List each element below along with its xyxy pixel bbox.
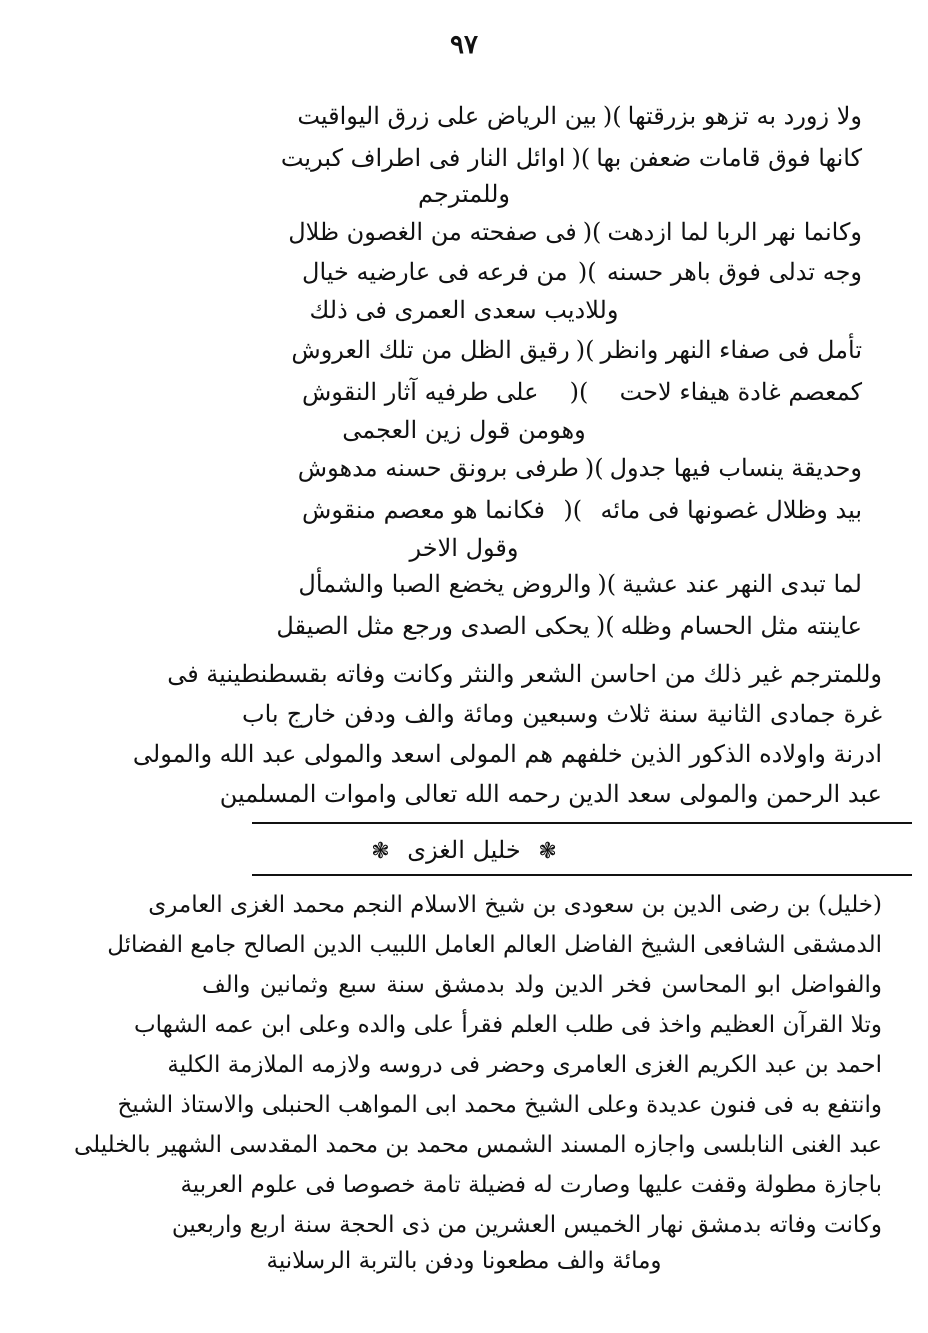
verse-hemistich-left: فكانما هو معصم منقوش	[302, 496, 546, 524]
prose-line: وللمترجم غير ذلك من احاسن الشعر والنثر وكانت وفاته بقسطنطينية فى	[167, 660, 882, 688]
prose-line: والفواضل ابو المحاسن فخر الدين ولد بدمشق سنة سبع وثمانين والف	[202, 972, 882, 998]
section-title: خليل الغزى	[407, 836, 521, 864]
verse-hemistich-left: اوائل النار فى اطراف كبريت	[280, 144, 566, 172]
verse-line	[297, 454, 862, 482]
verse-line	[280, 144, 862, 172]
verse-hemistich-right: ولا زورد به تزهو بزرقتها	[627, 102, 862, 130]
verse-hemistich-left: طرفى برونق حسنه مدهوش	[297, 454, 579, 482]
verse-hemistich-right: وجه تدلى فوق باهر حسنه	[606, 258, 862, 286]
verse-separator: )(	[584, 454, 604, 482]
verse-line	[302, 498, 862, 522]
flourish-ornament-icon: ❃	[538, 839, 557, 864]
verse-separator: )(	[575, 336, 595, 364]
prose-line: وكانت وفاته بدمشق نهار الخميس العشرين من ذى الحجة سنة اربع واربعين	[171, 1212, 882, 1238]
verse-hemistich-left: بين الرياض على زرق اليواقيت	[297, 102, 597, 130]
divider-rule	[252, 874, 912, 876]
verse-separator: )(	[602, 102, 622, 130]
section-heading: وللمترجم	[417, 180, 510, 208]
verse-hemistich-right: لما تبدى النهر عند عشية	[622, 570, 862, 598]
section-heading: وهومن قول زين العجمى	[342, 416, 586, 444]
prose-line: غرة جمادى الثانية سنة ثلاث وسبعين ومائة والف ودفن خارج باب	[242, 700, 883, 728]
prose-line: عبد الغنى النابلسى واجازه المسند الشمس محمد بن محمد المقدسى الشهير بالخليلى	[73, 1132, 882, 1158]
verse-hemistich-left: والروض يخضع الصبا والشمأل	[298, 570, 592, 598]
verse-hemistich-left: رقيق الظل من تلك العروش	[291, 336, 570, 364]
divider-rule	[252, 822, 912, 824]
verse-hemistich-right: بيد وظلال غصونها فى مائه	[600, 496, 862, 524]
verse-hemistich-left: من فرعه فى عارضيه خيال	[302, 258, 568, 286]
prose-line: عبد الرحمن والمولى سعد الدين رحمه الله تعالى واموات المسلمين	[219, 780, 882, 808]
verse-hemistich-right: وكانما نهر الربا لما ازدهت	[607, 218, 862, 246]
prose-line: وانتفع به فى فنون عديدة وعلى الشيخ محمد ابى المواهب الحنبلى والاستاذ الشيخ	[117, 1092, 882, 1118]
prose-line: باجازة مطولة وقفت عليها وصارت له فضيلة تامة خصوصا فى علوم العربية	[180, 1172, 882, 1198]
flourish-ornament-icon: ❃	[371, 839, 390, 864]
verse-line	[302, 260, 862, 284]
verse-separator: )(	[582, 218, 602, 246]
verse-hemistich-right: وحديقة ينساب فيها جدول	[609, 454, 862, 482]
verse-line	[302, 380, 862, 404]
verse-separator: )(	[597, 570, 617, 598]
prose-line: الدمشقى الشافعى الشيخ الفاضل العالم العامل اللبيب الدين الصالح جامع الفضائل	[107, 932, 882, 958]
verse-hemistich-right: تأمل فى صفاء النهر وانظر	[600, 336, 862, 364]
prose-line: ادرنة واولاده الذكور الذين خلفهم هم المولى اسعد والمولى عبد الله والمولى	[132, 740, 882, 768]
section-heading: وللاديب سعدى العمرى فى ذلك	[309, 296, 619, 324]
verse-separator: )(	[577, 258, 597, 286]
verse-line	[297, 102, 862, 130]
verse-separator: )(	[595, 612, 615, 640]
verse-line	[298, 570, 862, 598]
verse-hemistich-right: كانها فوق قامات ضعفن بها	[596, 144, 862, 172]
verse-separator: )(	[571, 144, 591, 172]
verse-hemistich-left: على طرفيه آثار النقوش	[302, 378, 539, 406]
verse-line	[288, 218, 862, 246]
section-heading: وقول الاخر	[409, 534, 519, 562]
verse-separator: )(	[569, 378, 589, 406]
prose-last-line: ومائة والف مطعونا ودفن بالتربة الرسلانية	[266, 1248, 662, 1274]
prose-line: (خليل) بن رضى الدين بن سعودى بن شيخ الاسلام النجم محمد الغزى العامرى	[148, 892, 882, 918]
verse-line	[276, 612, 862, 640]
verse-hemistich-right: كمعصم غادة هيفاء لاحت	[619, 378, 862, 406]
page-number: ٩٧	[450, 30, 478, 60]
verse-hemistich-left: فى صفحته من الغصون ظلال	[288, 218, 577, 246]
biography-title	[0, 836, 928, 864]
verse-hemistich-right: عاينته مثل الحسام وظله	[620, 612, 862, 640]
verse-line	[291, 336, 862, 364]
prose-line: احمد بن عبد الكريم الغزى العامرى وحضر فى دروسه ولازمه الملازمة الكلية	[167, 1052, 882, 1078]
prose-line: وتلا القرآن العظيم واخذ فى طلب العلم فقرأ على والده وعلى ابن عمه الشهاب	[133, 1012, 882, 1038]
verse-hemistich-left: يحكى الصدى ورجع مثل الصيقل	[276, 612, 590, 640]
verse-separator: )(	[563, 496, 583, 524]
